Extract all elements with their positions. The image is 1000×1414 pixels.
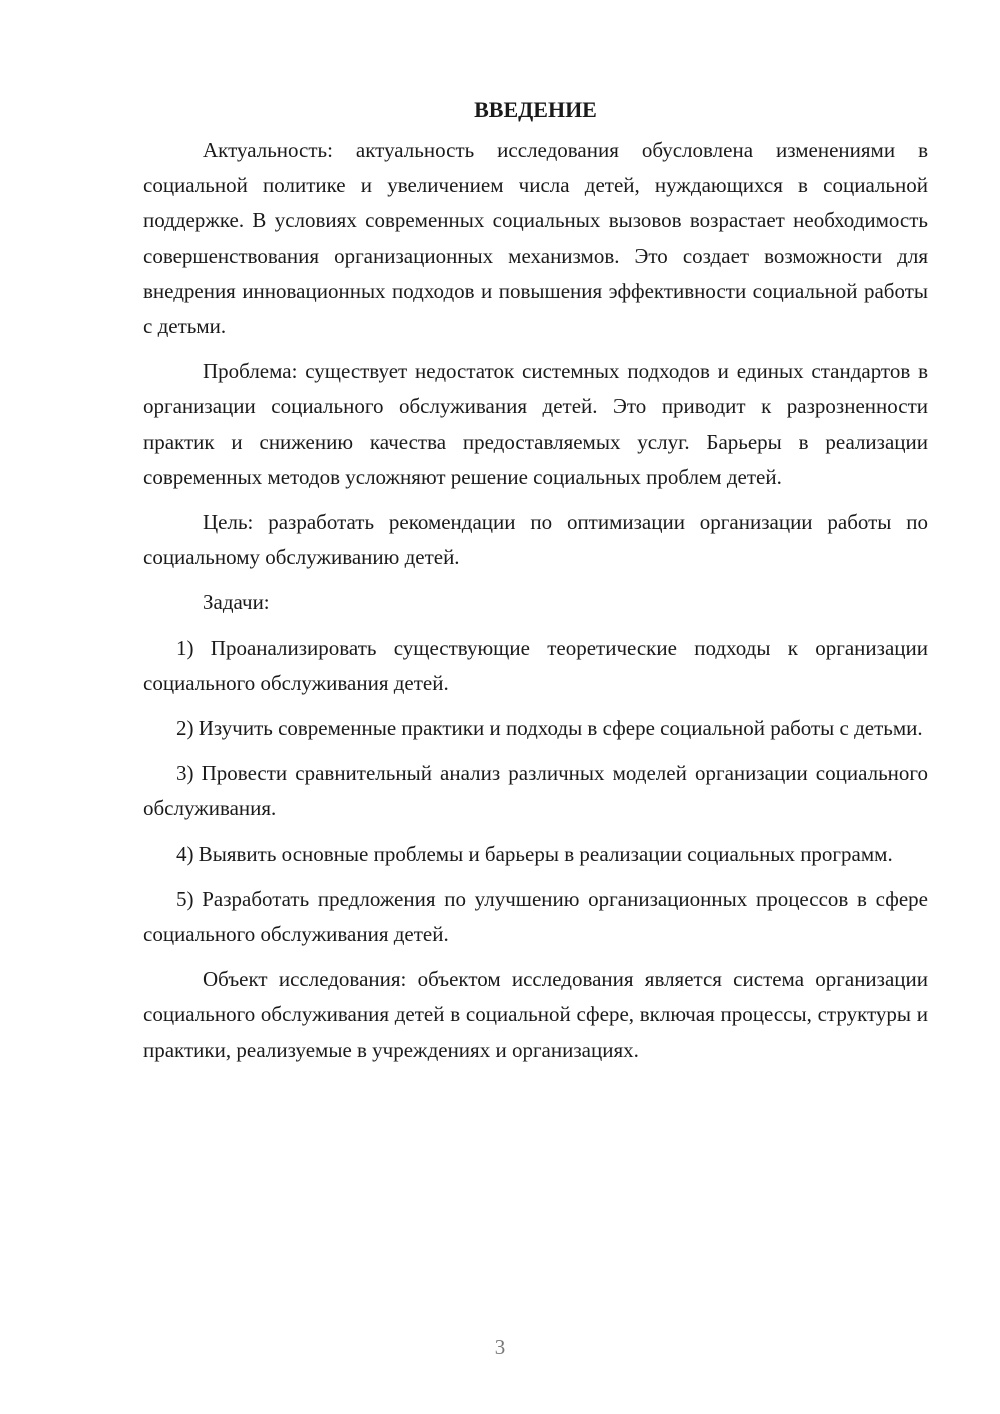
object-paragraph: Объект исследования: объектом исследования является система организации социального обслуживания детей в социальной сфере, включая процессы, структуры и практики, реализуемые в учреждениях и организациях. <box>143 967 928 1062</box>
tasks-label: Задачи: <box>203 590 270 615</box>
document-page <box>143 92 928 1078</box>
relevance-paragraph: Актуальность: актуальность исследования обусловлена изменениями в социальной политике и увеличением числа детей, нуждающихся в социальной поддержке. В условиях современных социальных вызовов возрастает необходимость совершенствования организационных механизмов. Это создает возможности для внедрения инновационных подходов и повышения эффективности социальной работы с детьми. <box>143 138 928 339</box>
page-number: 3 <box>494 1335 506 1359</box>
task-item: 3) Провести сравнительный анализ различных моделей организации социального обслуживания. <box>143 761 928 821</box>
task-item: 2) Изучить современные практики и подходы в сфере социальной работы с детьми. <box>176 716 923 741</box>
page-title: ВВЕДЕНИЕ <box>474 97 597 122</box>
goal-paragraph: Цель: разработать рекомендации по оптимизации организации работы по социальному обслуживанию детей. <box>143 510 928 570</box>
task-item: 4) Выявить основные проблемы и барьеры в реализации социальных программ. <box>176 841 893 866</box>
problem-paragraph: Проблема: существует недостаток системных подходов и единых стандартов в организации социального обслуживания детей. Это приводит к разрозненности практик и снижению качества предоставляемых услуг. Барьеры в реализации современных методов усложняют решение социальных проблем детей. <box>143 359 928 489</box>
task-item: 1) Проанализировать существующие теоретические подходы к организации социального обслуживания детей. <box>143 635 928 695</box>
task-item: 5) Разработать предложения по улучшению организационных процессов в сфере социального обслуживания детей. <box>143 886 928 947</box>
